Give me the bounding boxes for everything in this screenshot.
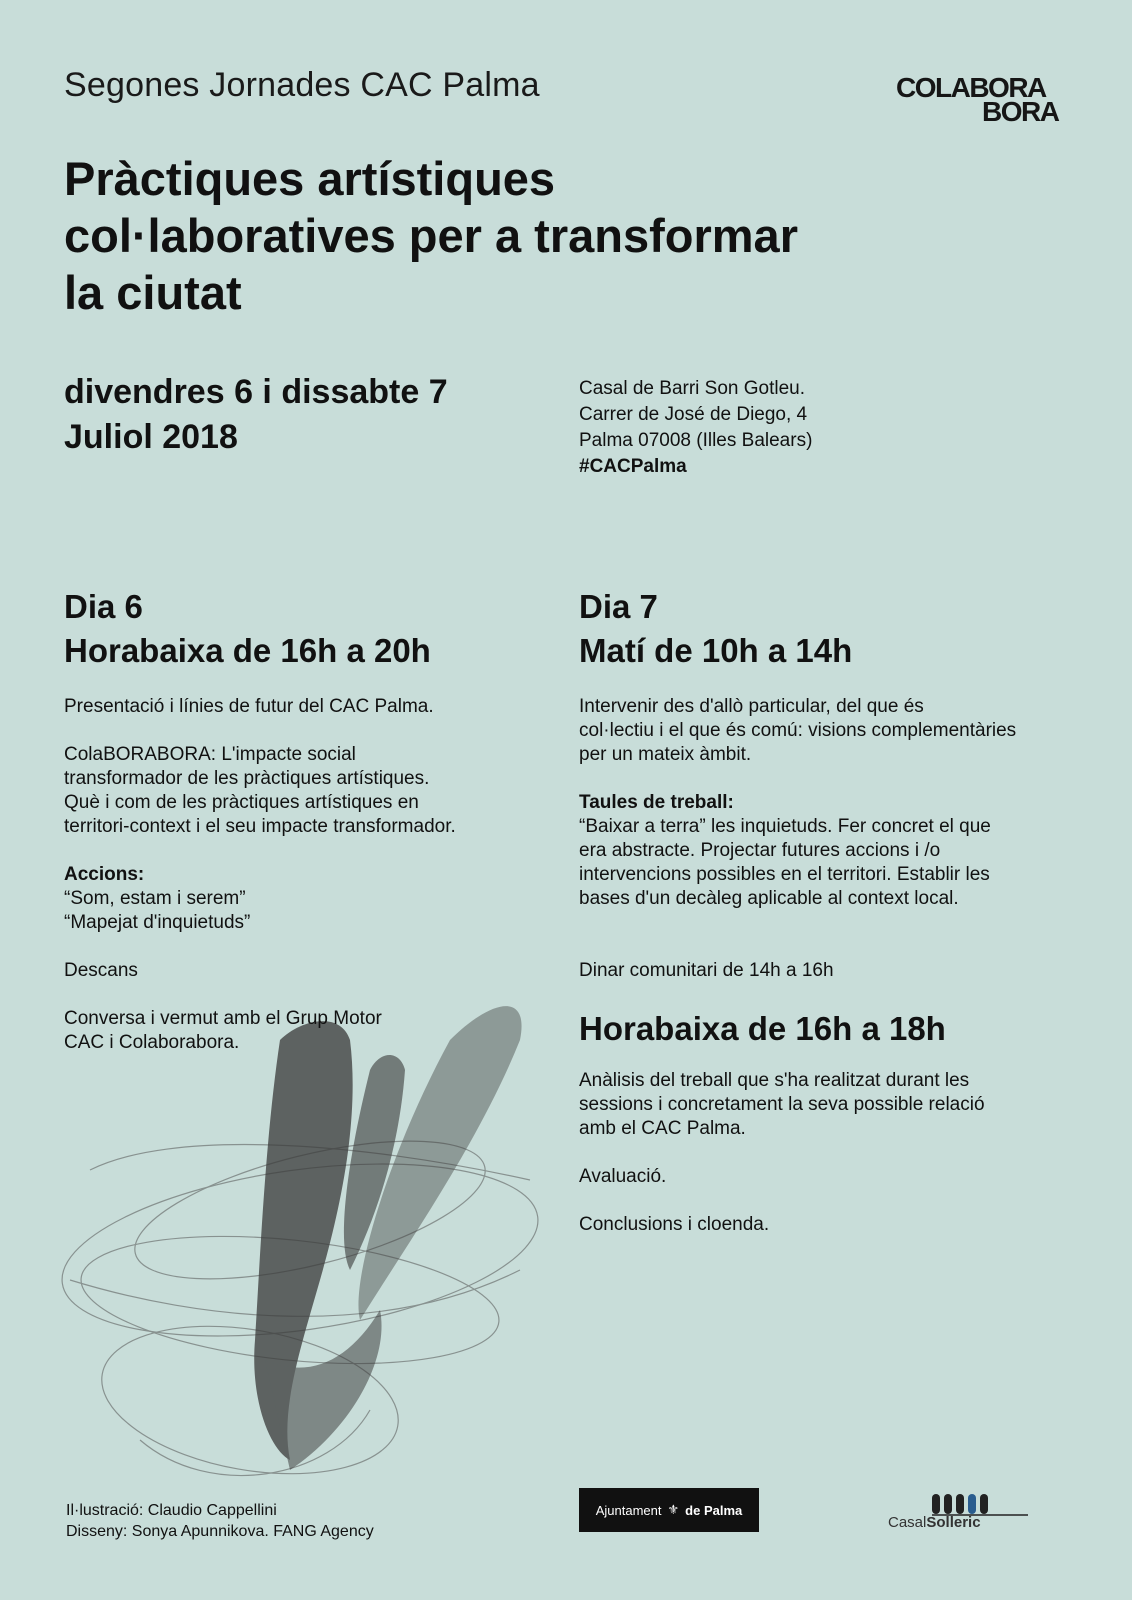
event-subtitle: Segones Jornades CAC Palma: [64, 66, 540, 104]
ajuntament-word: Ajuntament: [595, 1502, 662, 1518]
venue-line-1: Casal de Barri Son Gotleu.: [579, 378, 806, 399]
title-line-3: la ciutat: [64, 266, 242, 319]
title-line-1: Pràctiques artístiques: [64, 152, 556, 205]
logo-line-2: BORA: [982, 96, 1059, 127]
event-dates: [64, 370, 448, 460]
venue-line-3: Palma 07008 (Illes Balears): [579, 430, 813, 451]
action-item: “Som, estam i serem”: [64, 888, 246, 909]
action-item: “Mapejat d'inquietuds”: [64, 912, 251, 933]
illustration-credit: Il·lustració: Claudio Cappellini: [66, 1502, 277, 1519]
logo-line-1: COLABORA: [896, 72, 1046, 103]
ajuntament-palma-logo: [579, 1488, 759, 1532]
day-6-colaborabora: ColaBORABORA: L'impacte social transformador de les pràctiques artístiques. Què i com de les pràctiques artístiques en territori-context i el seu impacte transformador.: [64, 744, 456, 837]
day-6-actions: [64, 863, 544, 935]
dates-line-1: divendres 6 i dissabte 7: [64, 373, 448, 411]
day-7-section: [579, 585, 1079, 1261]
day-6-presentation: Presentació i línies de futur del CAC Palma.: [64, 696, 434, 717]
day-7-closing: Conclusions i cloenda.: [579, 1214, 770, 1235]
day-6-heading: Dia 6: [64, 588, 143, 625]
colaborabora-logo: [896, 74, 1076, 126]
day-6-section: [64, 585, 544, 1079]
day-7-analysis: Anàlisis del treball que s'ha realitzat durant les sessions i concretament la seva possible relació amb el CAC Palma.: [579, 1070, 985, 1139]
day-6-break: Descans: [64, 960, 138, 981]
day-7-afternoon-heading: Horabaixa de 16h a 18h: [579, 1010, 946, 1047]
day-6-conversation: Conversa i vermut amb el Grup Motor CAC i Colaborabora.: [64, 1008, 382, 1053]
coat-of-arms-icon: ⚜: [667, 1502, 680, 1517]
actions-label: Accions:: [64, 864, 145, 885]
casal-solleric-text: CasalSolleric: [888, 1514, 981, 1531]
hashtag: #CACPalma: [579, 456, 687, 477]
day-7-lunch: Dinar comunitari de 14h a 16h: [579, 960, 834, 981]
casal-solleric-logo: [888, 1490, 1028, 1536]
venue-address: [579, 376, 812, 480]
day-7-heading: Dia 7: [579, 588, 658, 625]
day-6-time: Horabaixa de 16h a 20h: [64, 632, 431, 669]
venue-line-2: Carrer de José de Diego, 4: [579, 404, 808, 425]
day-7-time: Matí de 10h a 14h: [579, 632, 853, 669]
page-title: [64, 150, 964, 321]
de-palma-word: de Palma: [685, 1502, 743, 1518]
title-line-2: col·laboratives per a transformar: [64, 209, 798, 262]
day-7-work-tables: Taules de treball: “Baixar a terra” les inquietuds. Fer concret el que era abstracte. Projectar futures accions i /o intervencions possibles en el territori. Establir les bases d'un decàleg aplicable al context local.: [579, 792, 991, 909]
day-7-evaluation: Avaluació.: [579, 1166, 667, 1187]
credits: [66, 1500, 374, 1542]
design-credit: Disseny: Sonya Apunnikova. FANG Agency: [66, 1523, 374, 1540]
casal-arches-icon: [932, 1490, 1028, 1516]
tables-label: Taules de treball:: [579, 792, 734, 813]
day-7-intro: Intervenir des d'allò particular, del que és col·lectiu i el que és comú: visions complementàries per un mateix àmbit.: [579, 696, 1017, 765]
dates-line-2: Juliol 2018: [64, 418, 238, 456]
